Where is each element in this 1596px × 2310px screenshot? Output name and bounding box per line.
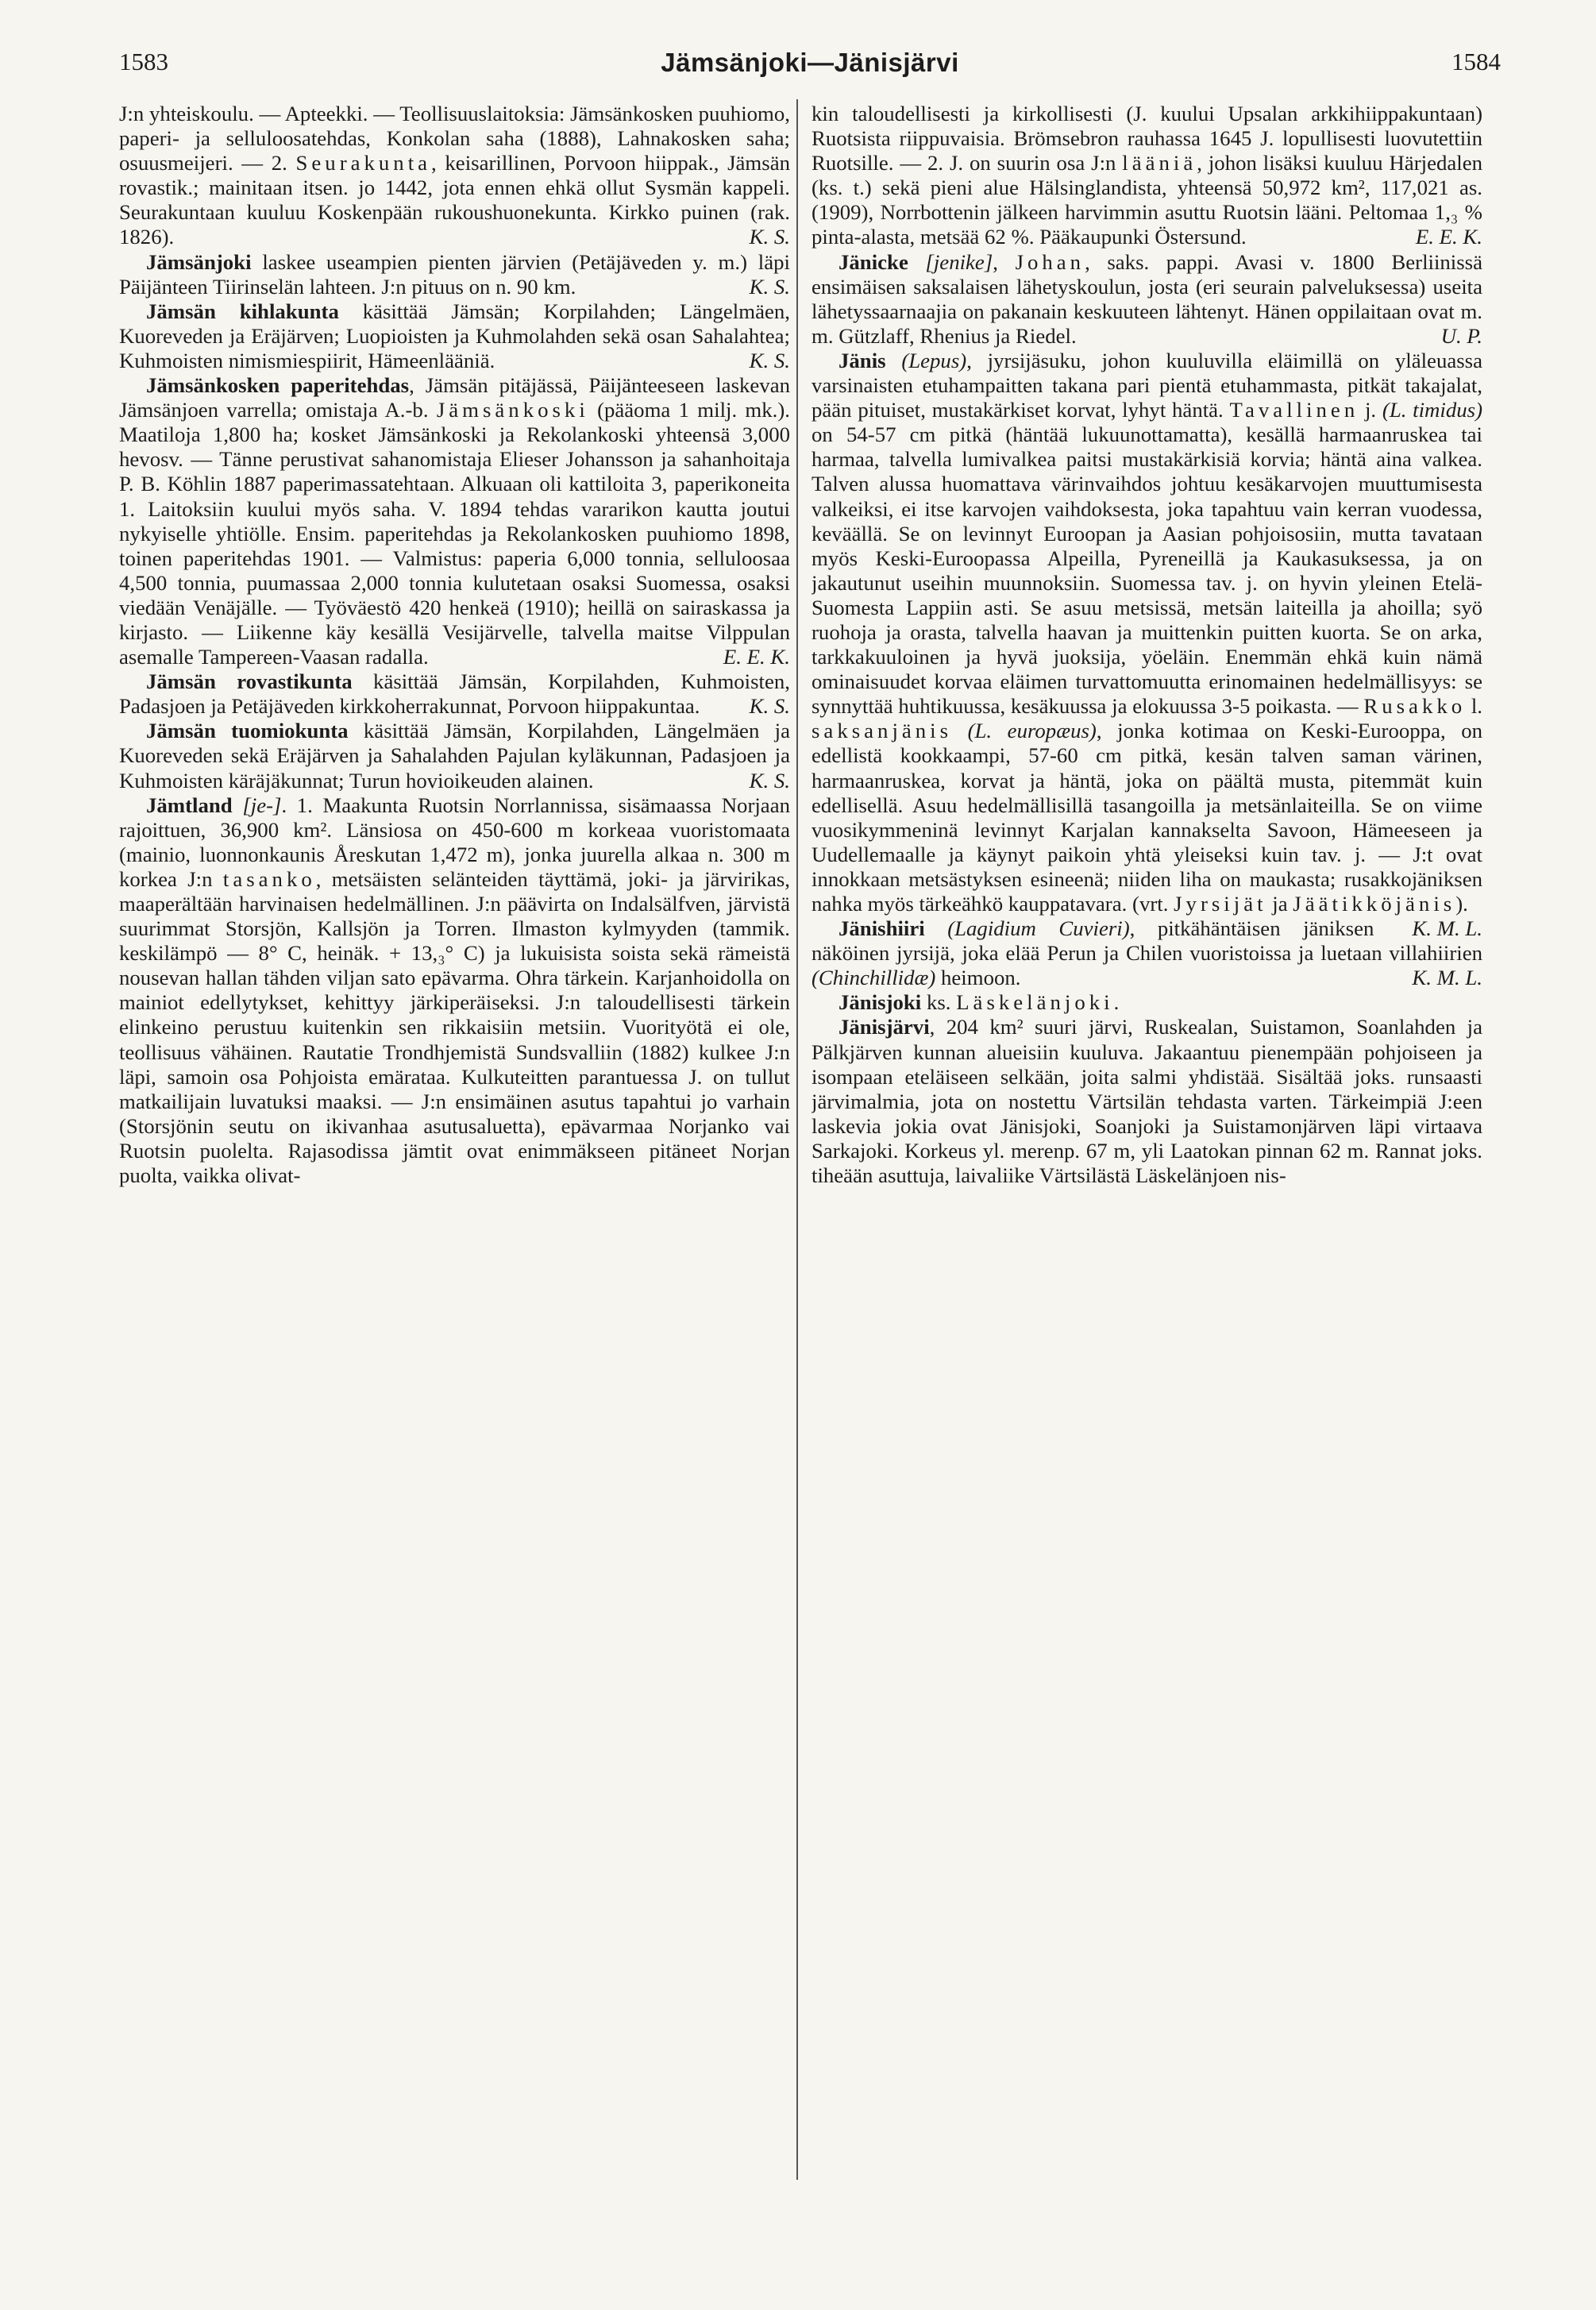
body-text: heimoon.	[935, 966, 1021, 990]
spaced-text: tasanko	[222, 866, 316, 891]
headword: Jämsänkosken paperitehdas	[146, 373, 410, 398]
running-head: Jämsänjoki—Jänisjärvi	[661, 48, 959, 77]
left-column	[119, 102, 790, 2277]
body-text: ,	[993, 249, 1016, 274]
author-signature: U. P.	[1440, 323, 1482, 348]
italic-text: [jenike]	[908, 249, 993, 274]
body-text: , 204 km² suuri järvi, Ruskealan, Suistamon, Soanlahden ja Pälkjärven kunnan alueisiin kuuluva. Jakaantuu pienempään pohjoiseen ja isompaan eteläiseen selkään, joita salmi yhdistää. Sisältää joks. runsaasti järvimalmia, jota on nostettu Värtsilän tehdasta varten. Tärkeimpiä J:een laskevia jokia ovat Jänisjoki, Soanjoki ja Suistamonjärven läpi virtaava Sarkajoki. Korkeus yl. merenp. 67 m, yli Laatokan pinnan 62 m. Rannat joks. tiheään asuttuja, laivaliike Värtsilästä Läskelänjoen nis-	[811, 1015, 1482, 1188]
author-signature: K. S.	[749, 694, 790, 719]
body-text: laskee useampien pienten järvien (Petäjäveden y. m.) läpi Päijänteen Tiirinselän lahteen. J:n pituus on n. 90 km.	[119, 249, 790, 299]
headword: Jänis	[838, 348, 886, 372]
body-text: , jonka kotimaa on Keski-Eurooppa, on edellistä kookkaampi, 57-60 cm pitkä, kesän talven saman värinen, harmaanruskea, korvat ja häntä, joka on päältä musta, pitemmät kuin edellisellä. Asuu hedelmällisillä tasangoilla ja metsänlaiteilla. Se on viime vuosikymmeninä levinnyt Karjalan kannakselta Savoon, Hämeeseen ja Uudellemaalle ja käynyt paikoin yhtä yleiseksi kuin tav. j. — J:t ovat innokkaan metsästyksen esineenä; niiden liha on maukasta; rusakkojäniksen nahka myös tärkeähkö kauppatavara. (vrt.	[811, 719, 1482, 916]
body-text: kin taloudellisesti ja kirkollisesti (J. kuului Upsalan arkkihiippakuntaan) Ruotsista riippuvaisia. Brömsebron rauhassa 1645 J. lopullisesti luovutettiin Ruotsille. — 2. J. on suurin osa J:n	[811, 102, 1482, 175]
body-text: , jyrsijäsuku, johon kuuluvilla eläimillä on yläleuassa varsinaisten etuhampaitten takana pari pientä etuhammasta, pitkät takajalat, pään pituiset, mustakärkiset korvat, lyhyt häntä.	[811, 348, 1482, 422]
body-text: on 54-57 cm pitkä (häntää lukuunottamatta), kesällä harmaanruskea tai harmaa, talvella lumivalkea paitsi mustakärkisiä korvia; häntä aina valkea. Talven alussa huomattava värinvaihdos johtuu kesäkarvojen muuttumisesta valkeiksi, ei itse karvojen vaihdoksesta, joka tapahtuu vain kerran vuodessa, keväällä. Se on levinnyt Euroopan ja Aasian pohjoisosiin, mutta tavataan myös Keski-Euroopassa Alpeilla, Pyreneillä ja Kaukasuksessa, ja on jakautunut useihin muunnoksiin. Suomessa tav. j. on hyvin yleinen Etelä-Suomesta Lappiin asti. Se asuu metsissä, metsän laiteilla ja ahoilla; syö ruohoja ja orasta, talvella haavan ja muittenkin puitten kuorta. Se on arka, tarkkakuuloinen ja hyvä juoksija, yöeläin. Enemmän ehkä kuin nämä ominaisuudet korvaa eläimen turvattomuutta erinomainen hedelmällisyys: se synnyttää huhtikuussa, kesäkuussa ja elokuussa 3-5 poikasta. —	[811, 422, 1482, 719]
italic-text: [je-]	[232, 792, 282, 817]
entry-janisjarvi	[811, 1015, 1482, 1188]
spaced-text: Tavallinen	[1229, 398, 1359, 422]
entry-yhteiskoulu	[119, 102, 790, 250]
italic-text: (Lagidium Cuvieri)	[924, 916, 1130, 941]
entry-rovastikunta	[119, 669, 790, 719]
entry-paperitehdas	[119, 373, 790, 669]
headword: Jänisjärvi	[838, 1015, 930, 1039]
headword: Jämsän rovastikunta	[146, 669, 353, 694]
page-number-left: 1583	[119, 48, 168, 75]
headword: Jänisjoki	[838, 990, 922, 1015]
body-text: käsittää Jämsän; Korpilahden; Längelmäen, Kuoreveden ja Eräjärven; Luopioisten ja Kuhmolahden sekä osan Sahalahtea; Kuhmoisten nimismiespiirit, Hämeenlääniä.	[119, 299, 790, 372]
body-text: käsittää Jämsän, Korpilahden, Kuhmoisten, Padasjoen ja Petäjäveden kirkkoherrakunnat, Porvoon hiippakuntaa.	[119, 669, 790, 719]
body-text: (pääoma 1 milj. mk.). Maatiloja 1,800 ha; kosket Jämsänkoski ja Rekolankoski yhteensä 3,000 hevosv. — Tänne perustivat sahanomistaja Elieser Johansson ja sahanhoitaja P. B. Köhlin 1887 paperimassatehtaan. Alkuaan oli kattiloita 3, paperikoneita 1. Laitoksiin kuului myös saha. V. 1894 tehdas vararikon kautta joutui nykyiselle yhtiölle. Ensim. paperitehdas ja Rekolankosken puuhiomo 1898, toinen paperitehdas 1901. — Valmistus: paperia 6,000 tonnia, selluloosaa 4,500 tonnia, puumassaa 2,000 tonnia kulutetaan osaksi Suomessa, osaksi viedään Venäjälle. — Työväestö 420 henkeä (1910); heillä on sairaskassa ja kirjasto. — Liikenne käy kesällä Vesijärvelle, talvella maitse Vilppulan asemalle Tampereen-Vaasan radalla.	[119, 398, 790, 669]
body-text: ks.	[921, 990, 957, 1015]
spaced-text: lääniä	[1122, 151, 1197, 175]
headword: Jänishiiri	[838, 916, 925, 941]
body-text: , keisarillinen, Porvoon hiippak., Jämsän rovastik.; mainitaan itsen. jo 1442, jota ennen ehkä ollut Sysmän kappeli. Seurakuntaan kuuluu Koskenpään rukoushuonekunta. Kirkko puinen (rak. 1826).	[119, 151, 790, 249]
body-text: käsittää Jämsän, Korpilahden, Längelmäen ja Kuoreveden sekä Eräjärven ja Sahalahden Pajulan kyläkunnan, Padasjoen ja Kuhmoisten käräjäkunnat; Turun hovioikeuden alainen.	[119, 719, 790, 792]
entry-kihlakunta	[119, 299, 790, 373]
entry-janisjoki	[811, 990, 1482, 1015]
right-column	[811, 102, 1482, 2277]
page-header	[119, 48, 1501, 87]
headword: Jänicke	[838, 249, 908, 274]
author-signature: K. S.	[749, 768, 790, 792]
body-text	[952, 719, 968, 742]
italic-text: (Chinchillidæ)	[811, 966, 936, 990]
body-text: ja	[1266, 892, 1293, 916]
author-signature: K. M. L.	[1412, 966, 1482, 990]
spaced-text: saksanjänis	[811, 719, 953, 743]
entry-jamtland-cont	[811, 102, 1482, 250]
body-text: , johon lisäksi kuuluu Härjedalen (ks. t.) sekä pieni alue Hälsinglandista, yhteensä 50,972 km², 117,021 as. (1909), Norrbottenin jälkeen harvimmin asuttu Ruotsin lääni. Peltomaa 1,₃ % pinta-alasta, metsää 62 %. Pääkaupunki Östersund.	[811, 151, 1482, 249]
column-divider	[796, 99, 798, 2180]
spaced-text: Jämsänkoski	[436, 398, 589, 422]
headword: Jämtland	[146, 792, 233, 817]
spaced-text: Seurakunta	[295, 151, 432, 175]
author-signature: K. M. L.	[1412, 916, 1482, 941]
author-signature: E. E. K.	[723, 645, 790, 669]
headword: Jämsän tuomiokunta	[146, 719, 349, 743]
headword: Jämsän kihlakunta	[146, 299, 339, 323]
page-number-right: 1584	[1451, 48, 1501, 75]
body-text: , saks. pappi. Avasi v. 1800 Berliinissä ensimäisen saksalaisen lähetyskoulun, josta (eri seurain palveluksessa) useita lähetyssaarnaajia on pakanain keskuuteen lähtenyt. Hänen oppilaitaan ovat m. m. Gützlaff, Rhenius ja Riedel.	[811, 249, 1482, 348]
author-signature: K. S.	[749, 274, 790, 299]
entry-janicke	[811, 250, 1482, 349]
body-text: , pitkähäntäisen jäniksen näköinen jyrsijä, joka elää Perun ja Chilen vuoristoissa ja luetaan villahiirien	[811, 916, 1482, 966]
body-text: j.	[1359, 398, 1382, 422]
author-signature: K. S.	[749, 225, 790, 249]
author-signature: E. E. K.	[1415, 225, 1482, 249]
spaced-text: Jyrsijät	[1174, 892, 1267, 916]
author-signature: K. S.	[749, 348, 790, 372]
body-text: ).	[1455, 892, 1468, 916]
entry-jamsanjoki	[119, 250, 790, 299]
entry-jamtland	[119, 793, 790, 1189]
spaced-text: Läskelänjoki	[956, 990, 1114, 1015]
spaced-text: Jäätikköjänis	[1293, 892, 1456, 916]
body-text: . 1. Maakunta Ruotsin Norrlannissa, sisämaassa Norjaan rajoittuen, 36,900 km². Länsiosa on 450-600 m korkeaa vuoristomaata (mainio, luonnonkaunis Åreskutan 1,472 m), jonka juurella alkaa n. 300 m korkea J:n	[119, 792, 790, 891]
italic-text: (Lepus)	[885, 348, 967, 372]
body-text: l.	[1466, 694, 1482, 719]
spaced-text: Johan	[1015, 249, 1085, 274]
body-text: , metsäisten selänteiden täyttämä, joki- ja järvirikas, maaperältään harvinaisen hedelmällinen. J:n päävirta on Indalsälfven, järvistä suurimmat Storsjön, Kallsjön ja Torren. Ilmaston kylmyyden (tammik. keskilämpö — 8° C, heinäk. + 13,₃° C) ja lukuisista soista sekä rämeistä nousevan hallan tähden viljan sato epävarma. Ohra tärkein. Karjanhoidolla on mainiot edellytykset, kehittyy järkiperäiseksi. J:n taloudellisesti tärkein elinkeino perustuu kuitenkin sen rikkaisiin metsiin. Vuorityötä ei ole, teollisuus vähäinen. Rautatie Trondhjemistä Sundsvalliin (1882) kulkee J:n läpi, samoin osa Pohjoista emärataa. Kulkuteitten parantuessa J. on tullut matkailijain luvatuksi maaksi. — J:n ensimäinen asutus tapahtui jo varhain (Storsjönin seutu on ikivanhaa asutusaluetta), epävarmaa Norjanko vai Ruotsin puolelta. Rajasodissa jämtit ovat enimmäkseen pitäneet Norjan puolta, vaikka olivat-	[119, 866, 790, 1188]
spaced-text: Rusakko	[1363, 694, 1467, 719]
body-text: J:n yhteiskoulu. — Apteekki. — Teollisuuslaitoksia: Jämsänkosken puuhiomo, paperi- ja selluloosatehdas, Konkolan saha (1888), Lahnakosken saha; osuusmeijeri. — 2.	[119, 102, 790, 175]
entry-tuomiokunta	[119, 719, 790, 792]
body-text: .	[1113, 990, 1120, 1015]
body-text: , Jämsän pitäjässä, Päijänteeseen laskevan Jämsänjoen varrella; omistaja A.-b.	[119, 373, 790, 422]
headword: Jämsänjoki	[146, 249, 252, 274]
italic-text: (L. timidus)	[1382, 398, 1482, 422]
italic-text: (L. europæus)	[967, 719, 1097, 743]
